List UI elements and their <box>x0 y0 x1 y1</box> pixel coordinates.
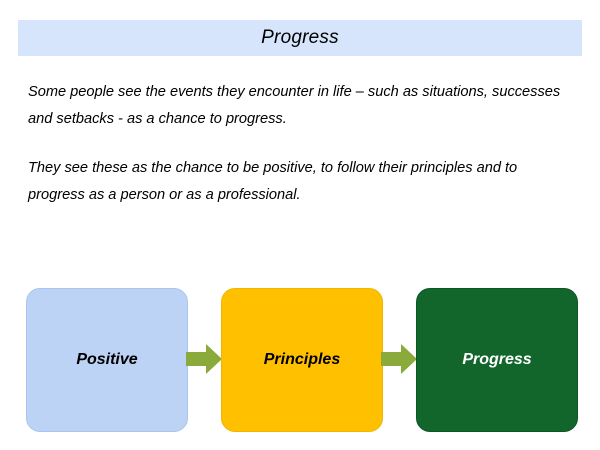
arrow-right-icon-2 <box>381 344 417 374</box>
flow-box-label: Positive <box>76 351 138 368</box>
slide-title-bar <box>18 20 582 56</box>
body-paragraph-2: They see these as the chance to be positive, to follow their principles and to progress as a person or as a professional. <box>28 160 518 203</box>
flow-box-positive <box>26 288 188 432</box>
arrow-right-icon-1 <box>186 344 222 374</box>
process-flow-diagram <box>26 288 578 432</box>
flow-box-principles <box>221 288 383 432</box>
flow-box-progress <box>416 288 578 432</box>
page-title: Progress <box>261 27 339 48</box>
body-paragraph-1: Some people see the events they encounter in life – such as situations, successes and setbacks - as a chance to progress. <box>28 84 561 127</box>
flow-box-label: Principles <box>263 351 341 368</box>
flow-box-label: Progress <box>462 351 532 368</box>
